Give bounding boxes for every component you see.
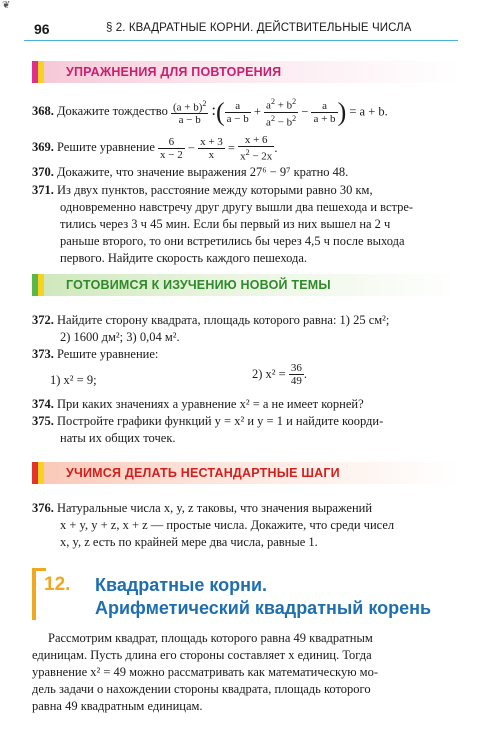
section-bracket xyxy=(32,568,36,620)
exercise-text: Докажите тождество xyxy=(57,104,168,119)
exercise-text: Натуральные числа x, y, z таковы, что значения выражений xyxy=(57,501,373,515)
body-line: Рассмотрим квадрат, площадь которого равна 49 квадратным xyxy=(48,631,373,645)
exercise-370 xyxy=(32,164,462,181)
exercise-number: 371. xyxy=(32,183,54,197)
exercise-375 xyxy=(32,413,462,430)
fraction: $\frac{a}{a - b}$ xyxy=(226,99,249,125)
exercise-text: Найдите сторону квадрата, площадь которого равна: 1) 25 см²; xyxy=(57,313,390,327)
banner-title: УПРАЖНЕНИЯ ДЛЯ ПОВТОРЕНИЯ xyxy=(66,65,282,79)
exercise-374 xyxy=(32,396,462,413)
exercise-text: При каких значениях a уравнение x² = a не имеет корней? xyxy=(57,397,364,411)
running-title: § 2. КВАДРАТНЫЕ КОРНИ. ДЕЙСТВИТЕЛЬНЫЕ ЧИСЛА xyxy=(106,22,412,34)
identity-result: = a + b. xyxy=(349,104,388,119)
fraction: $\frac{x + 6}{x^2 - 2x}$ xyxy=(240,134,273,163)
header-rule xyxy=(24,40,458,41)
exercise-376-line: x + y, y + z, x + z — простые числа. Докажите, что среди чисел xyxy=(60,518,395,532)
exercise-371 xyxy=(32,182,462,199)
section-bracket-top xyxy=(32,568,46,571)
exercise-number: 376. xyxy=(32,501,54,515)
exercise-number: 368. xyxy=(32,104,54,119)
exercise-number: 369. xyxy=(32,140,54,155)
banner-prepare xyxy=(32,274,460,296)
body-line: единицам. Пусть длина его стороны составляет x единиц. Тогда xyxy=(32,648,372,662)
section-title xyxy=(95,574,431,620)
body-line: уравнение x² = 49 можно рассматривать как математическую мо- xyxy=(32,665,378,679)
page-number: 96 xyxy=(34,21,50,37)
corner-mark: ❦ xyxy=(2,0,11,11)
exercise-376 xyxy=(32,500,462,517)
banner-title: ГОТОВИМСЯ К ИЗУЧЕНИЮ НОВОЙ ТЕМЫ xyxy=(66,278,331,292)
fraction: $\frac{6}{x - 2}$ xyxy=(160,135,183,161)
exercise-text: Решите уравнение xyxy=(57,140,155,155)
exercise-number: 372. xyxy=(32,313,54,327)
fraction: $\frac{36}{49}$ xyxy=(290,362,302,387)
exercise-373 xyxy=(32,346,462,363)
exercise-373-part2: 2) x² = $\frac{36}{49}$ . xyxy=(252,362,307,387)
section-number: 12. xyxy=(44,574,71,595)
fraction: $\frac{a}{a + b}$ xyxy=(313,99,336,125)
exercise-373-part1: 1) x² = 9; xyxy=(50,373,97,387)
banner-review xyxy=(32,61,460,83)
exercise-376-line: x, y, z есть по крайней мере два числа, равные 1. xyxy=(60,535,318,549)
fraction: $\frac{x + 3}{x}$ xyxy=(200,135,223,161)
exercise-text: Решите уравнение: xyxy=(57,347,159,361)
exercise-371-line: раньше второго, то они встретились бы через 4,5 ч после выхода xyxy=(60,234,405,248)
exercise-369: 369. Решите уравнение $\frac{6}{x - 2}$ − $\frac{x + 3}{x}$ = $\frac{x + 6}{x^2 - 2x}$ . xyxy=(32,134,278,163)
exercise-371-line: тились через 3 ч 45 мин. Если бы первый из них вышел на 2 ч xyxy=(60,217,391,231)
exercise-372-line: 2) 1600 дм²; 3) 0,04 м². xyxy=(60,330,180,344)
banner-title: УЧИМСЯ ДЕЛАТЬ НЕСТАНДАРТНЫЕ ШАГИ xyxy=(66,466,340,480)
exercise-371-line: первого. Найдите скорость каждого пешехода. xyxy=(60,251,308,265)
exercise-371-line: одновременно навстречу друг другу вышли два пешехода и встре- xyxy=(60,200,414,214)
section-title-line1: Квадратные корни. xyxy=(95,575,268,595)
exercise-368: 368. Докажите тождество $\frac{(a + b)^2}{a - b}$ :( $\frac{a}{a - b}$ + $\frac{a^2 + b^2}{a^2 - b^2}$ − $\frac{a}{a + b}$ ) = a + b. xyxy=(32,97,388,129)
exercise-number: 375. xyxy=(32,414,54,428)
exercise-number: 370. xyxy=(32,165,54,179)
fraction: $\frac{a^2 + b^2}{a^2 - b^2}$ xyxy=(266,97,297,129)
exercise-text: Из двух пунктов, расстояние между которыми равно 30 км, xyxy=(57,183,373,197)
banner-nonstandard xyxy=(32,462,460,484)
exercise-text: Докажите, что значение выражения 27⁶ − 9⁷ кратно 48. xyxy=(57,165,349,179)
exercise-372 xyxy=(32,312,462,329)
exercise-375-line: наты их общих точек. xyxy=(60,431,176,445)
exercise-number: 374. xyxy=(32,397,54,411)
exercise-number: 373. xyxy=(32,347,54,361)
part2-label: 2) x² = xyxy=(252,367,286,381)
body-line: равна 49 квадратным единицам. xyxy=(32,699,203,713)
body-line: дель задачи о нахождении стороны квадрата, площадь которого xyxy=(32,682,371,696)
fraction: $\frac{(a + b)^2}{a - b}$ xyxy=(172,98,207,127)
exercise-text: Постройте графики функций y = x² и y = 1 и найдите коорди- xyxy=(57,414,384,428)
section-title-line2: Арифметический квадратный корень xyxy=(95,598,432,618)
